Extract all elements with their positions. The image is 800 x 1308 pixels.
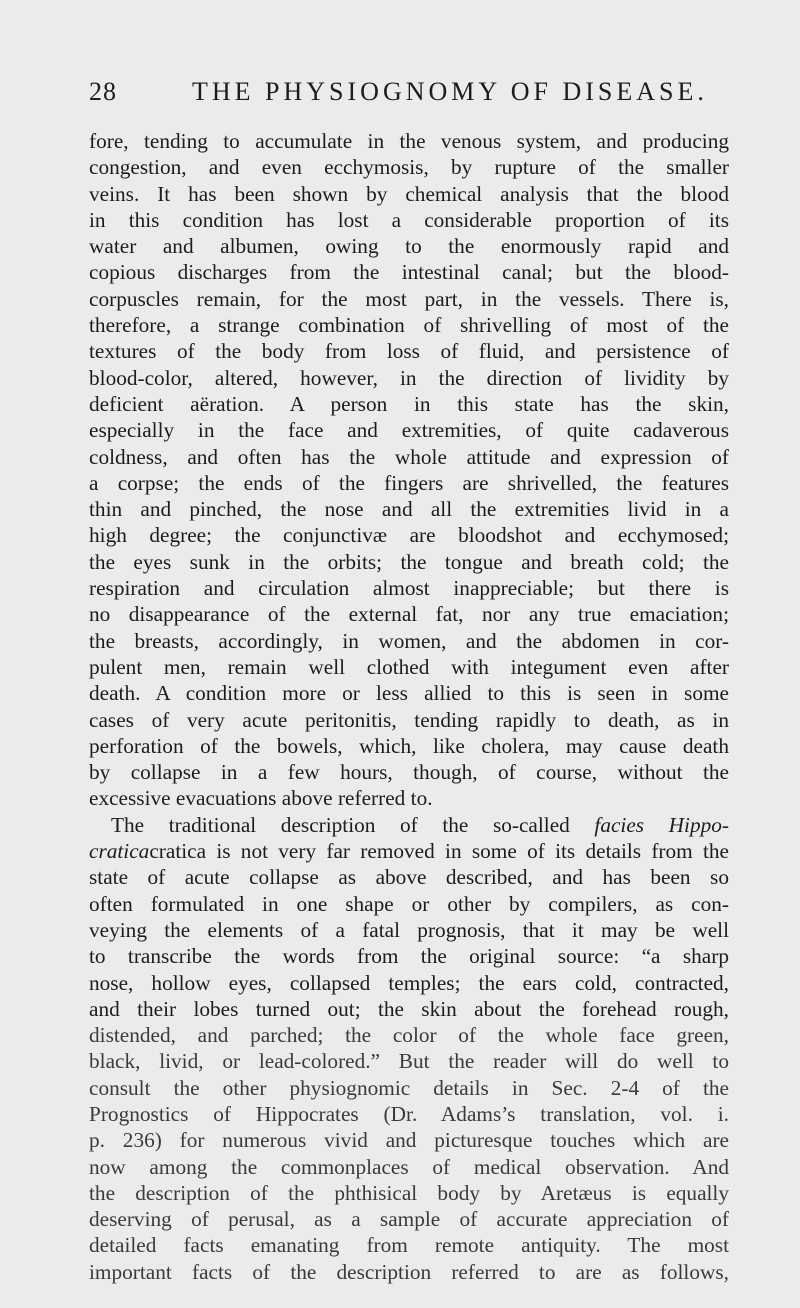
text-line: the description of the phthisical body by Aretæus is equally — [89, 1180, 729, 1205]
text-line: pulent men, remain well clothed with integument even after — [89, 654, 729, 679]
text-line: the eyes sunk in the orbits; the tongue and breath cold; the — [89, 549, 729, 574]
running-head — [89, 74, 729, 110]
text-line: important facts of the description referred to are as follows, — [89, 1259, 729, 1284]
text-line: a corpse; the ends of the fingers are shrivelled, the features — [89, 470, 729, 495]
text-line — [89, 838, 729, 864]
italic-term: facies Hippo- — [594, 812, 729, 837]
text-line: detailed facts emanating from remote antiquity. The most — [89, 1233, 729, 1258]
text-line: death. A condition more or less allied to this is seen in some — [89, 681, 729, 706]
text-line: respiration and circulation almost inappreciable; but there is — [89, 576, 729, 601]
text-line: excessive evacuations above referred to. — [89, 786, 433, 811]
text-line: often formulated in one shape or other by compilers, as con- — [89, 891, 729, 916]
text-line: water and albumen, owing to the enormously rapid and — [89, 234, 729, 259]
text-line: perforation of the bowels, which, like cholera, may cause death — [89, 733, 729, 758]
text-line: state of acute collapse as above described, and has been so — [89, 865, 729, 890]
text-line: corpuscles remain, for the most part, in the vessels. There is, — [89, 286, 729, 311]
text-line: copious discharges from the intestinal canal; but the blood- — [89, 260, 729, 285]
text-line: the breasts, accordingly, in women, and the abdomen in cor- — [89, 628, 729, 653]
text-line: now among the commonplaces of medical observation. And — [89, 1154, 729, 1179]
text-line: deserving of perusal, as a sample of accurate appreciation of — [89, 1207, 729, 1232]
text-line — [89, 812, 729, 838]
text-line: Prognostics of Hippocrates (Dr. Adams’s translation, vol. i. — [89, 1101, 729, 1126]
text-line: cases of very acute peritonitis, tending rapidly to death, as in — [89, 707, 729, 732]
page-number: 28 — [89, 77, 117, 106]
text-line: high degree; the conjunctivæ are bloodshot and ecchymosed; — [89, 523, 729, 548]
text-line: deficient aëration. A person in this state has the skin, — [89, 391, 729, 416]
text-line: consult the other physiognomic details in Sec. 2-4 of the — [89, 1075, 729, 1100]
text-line: and their lobes turned out; the skin about the forehead rough, — [89, 996, 729, 1021]
text-line: black, livid, or lead-colored.” But the reader will do well to — [89, 1049, 729, 1074]
text-segment: cratica is not very far removed in some of its details from the — [149, 839, 729, 864]
text-line: blood-color, altered, however, in the direction of lividity by — [89, 365, 729, 390]
italic-term: cratica — [89, 839, 150, 864]
text-line: veying the elements of a fatal prognosis, that it may be well — [89, 917, 729, 942]
text-line: veins. It has been shown by chemical analysis that the blood — [89, 181, 729, 206]
text-line: therefore, a strange combination of shrivelling of most of the — [89, 313, 729, 338]
text-line: p. 236) for numerous vivid and picturesque touches which are — [89, 1128, 729, 1153]
text-line: in this condition has lost a considerable proportion of its — [89, 207, 729, 232]
text-line: fore, tending to accumulate in the venous system, and producing — [89, 129, 729, 153]
text-line: congestion, and even ecchymosis, by rupture of the smaller — [89, 155, 729, 180]
text-line: no disappearance of the external fat, nor any true emaciation; — [89, 602, 729, 627]
text-line: thin and pinched, the nose and all the extremities livid in a — [89, 497, 729, 522]
text-line: by collapse in a few hours, though, of course, without the — [89, 760, 729, 785]
text-line: coldness, and often has the whole attitude and expression of — [89, 444, 729, 469]
body-text — [89, 128, 729, 1285]
text-line: especially in the face and extremities, of quite cadaverous — [89, 418, 729, 443]
running-title: THE PHYSIOGNOMY OF DISEASE. — [192, 77, 708, 106]
text-line: textures of the body from loss of fluid, and persistence of — [89, 339, 729, 364]
text-line: nose, hollow eyes, collapsed temples; the ears cold, contracted, — [89, 970, 729, 995]
text-segment: The traditional description of the so-called — [111, 812, 595, 837]
text-line: to transcribe the words from the original source: “a sharp — [89, 944, 729, 969]
text-line: distended, and parched; the color of the whole face green, — [89, 1023, 729, 1048]
